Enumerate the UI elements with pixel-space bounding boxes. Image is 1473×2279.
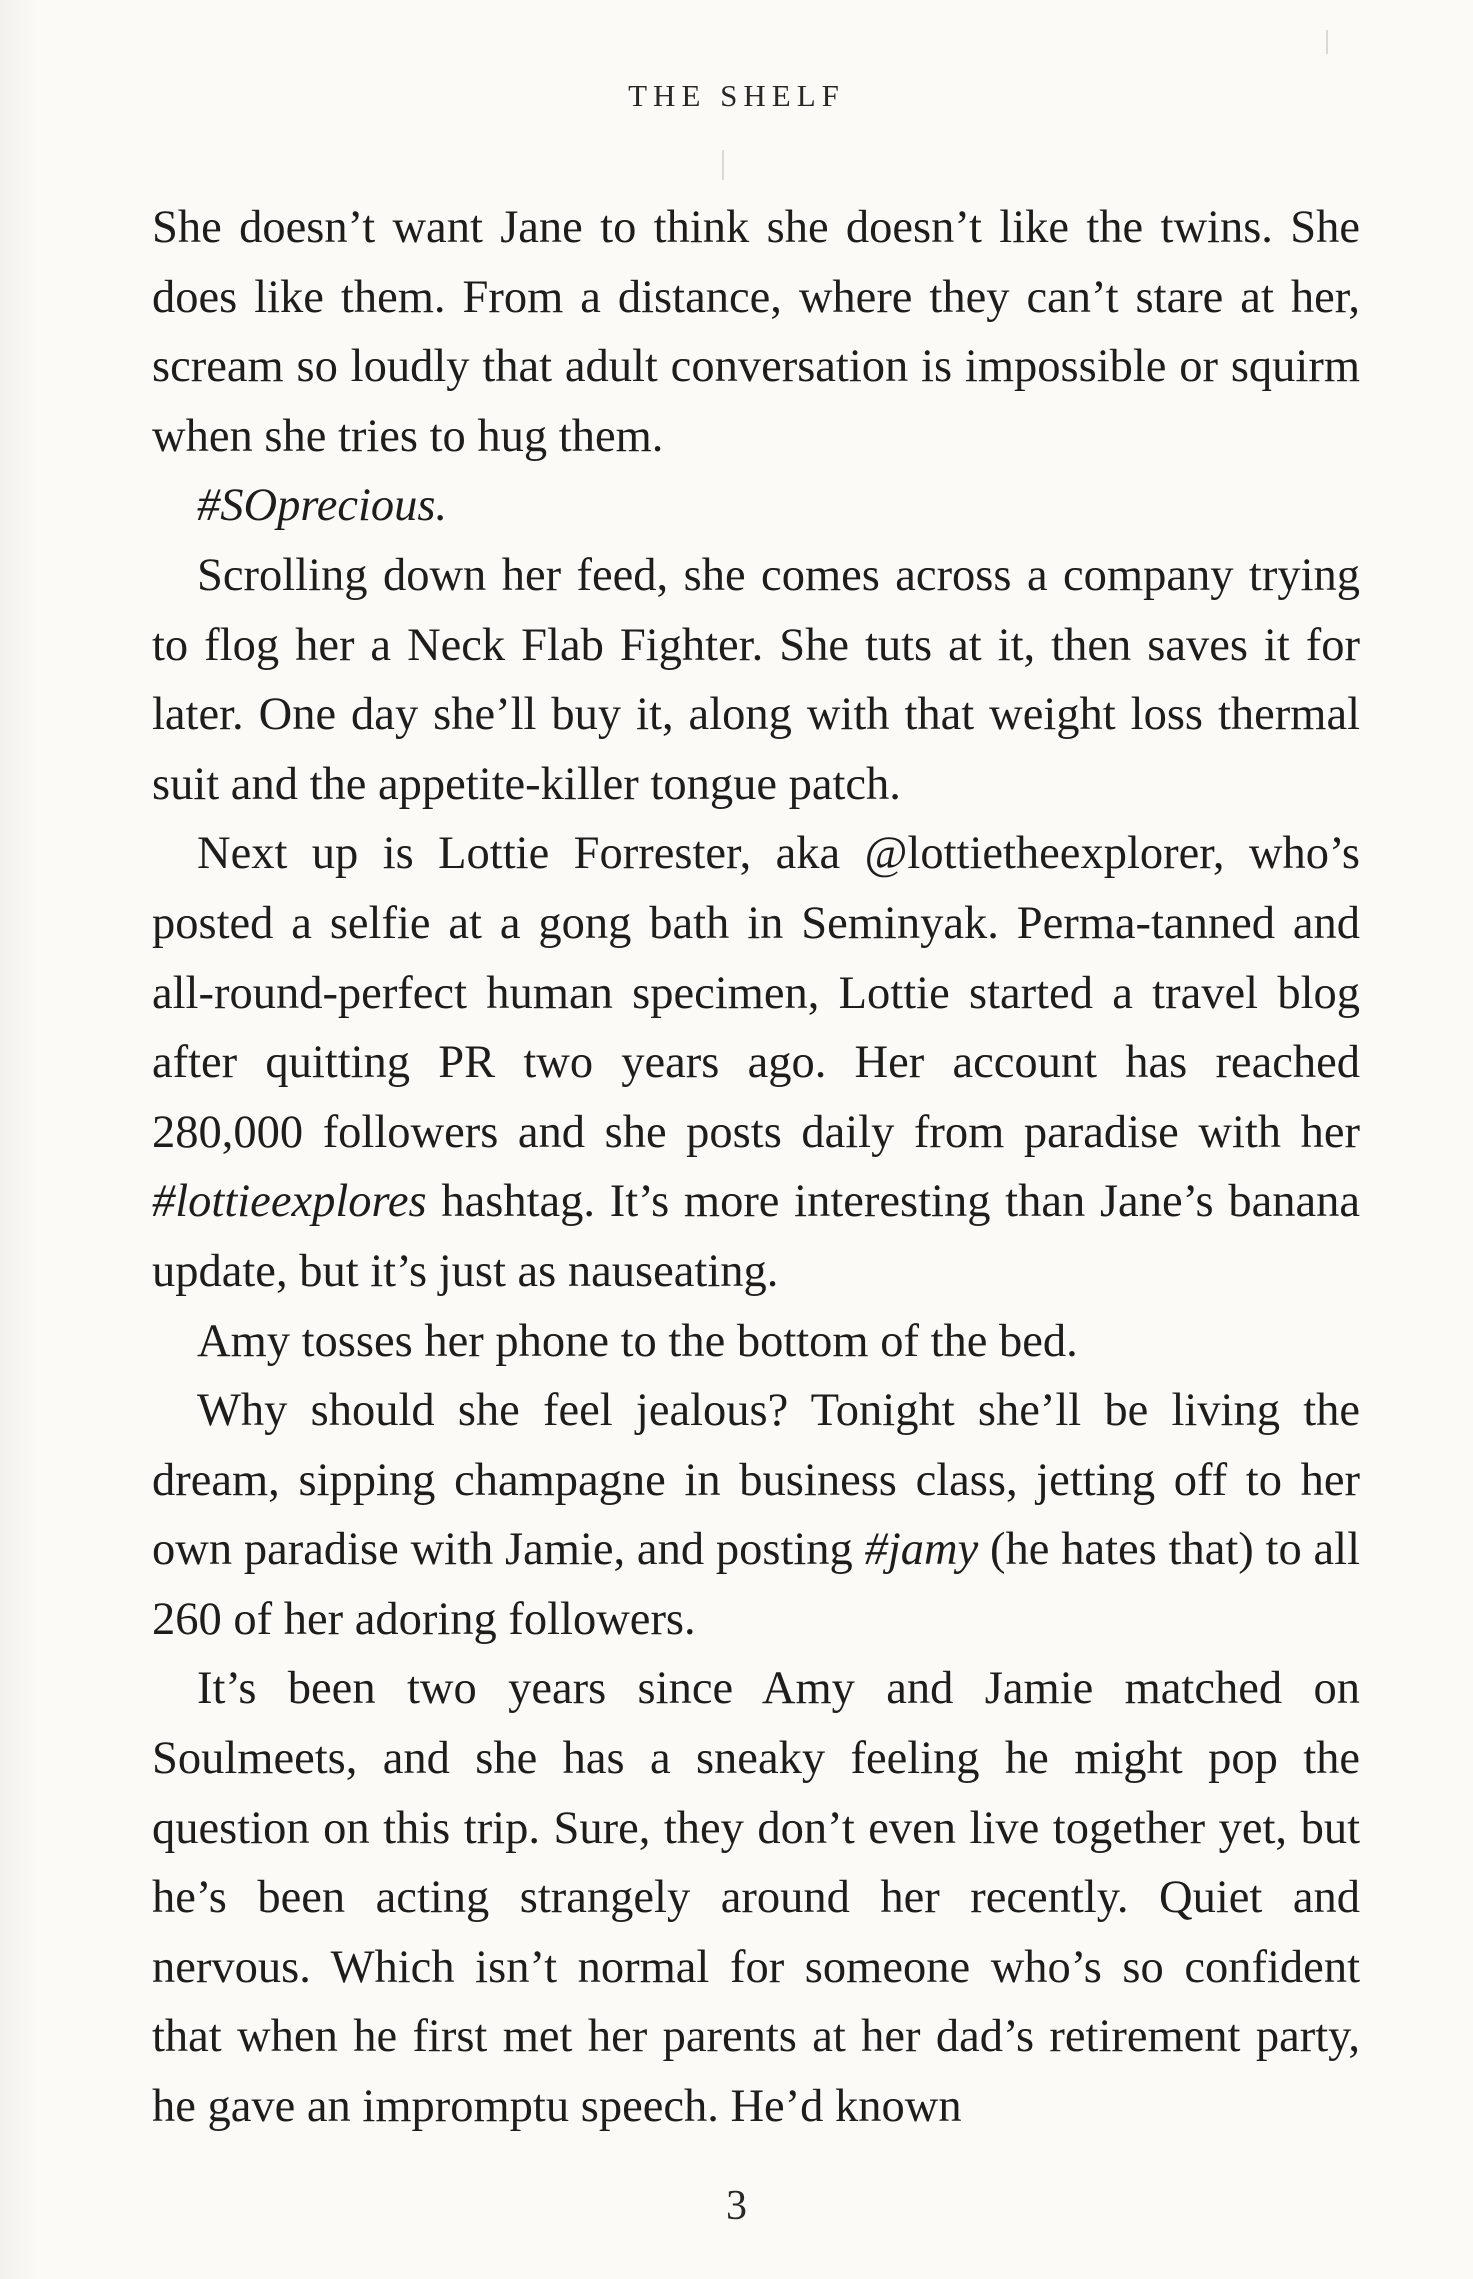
page-number: 3 bbox=[726, 2183, 747, 2229]
paragraph-text: (he hates that) to all 260 of her adoring followers. bbox=[152, 1524, 1361, 1645]
running-head: THE SHELF bbox=[628, 78, 845, 113]
paragraph bbox=[152, 193, 1360, 471]
paragraph bbox=[152, 1376, 1360, 1654]
paragraph bbox=[152, 819, 1360, 1306]
hashtag-text: #SOprecious. bbox=[197, 480, 448, 532]
paragraph-text: Scrolling down her feed, she comes across a company trying to flog her a Neck Flab Fighter. She tuts at it, then saves it for later. One day she’ll buy it, along with that weight loss thermal suit and the appetite-killer tongue patch. bbox=[152, 549, 1360, 810]
paragraph-text: Why should she feel jealous? Tonight she’ll be living the dream, sipping champagne in business class, jetting off to her own paradise with Jamie, and posting bbox=[152, 1385, 1360, 1576]
paper-fleck bbox=[1326, 30, 1328, 54]
paragraph-text: It’s been two years since Amy and Jamie matched on Soulmeets, and she has a sneaky feeling he might pop the question on this trip. Sure, they don’t even live together yet, but he’s been acting strangely around her recently. Quiet and nervous. Which isn’t normal for someone who’s so confident that when he first met her parents at her dad’s retirement party, he gave an impromptu speech. He’d known bbox=[152, 1663, 1360, 2133]
paragraph bbox=[152, 1307, 1360, 1377]
body-text bbox=[152, 193, 1360, 2142]
paragraph-text: Amy tosses her phone to the bottom of the bed. bbox=[197, 1315, 1078, 1367]
paragraph-text: Next up is Lottie Forrester, aka @lottietheexplorer, who’s posted a selfie at a gong bath in Seminyak. Perma-tanned and all-round-perfect human specimen, Lottie started a travel blog after quitting PR two years ago. Her account has reached 280,000 followers and she posts daily from paradise with her bbox=[152, 828, 1360, 1158]
paragraph-text: hashtag. It’s more interesting than Jane’s banana update, but it’s just as nauseating. bbox=[152, 1176, 1360, 1297]
paragraph-text: She doesn’t want Jane to think she doesn’t like the twins. She does like them. From a distance, where they can’t stare at her, scream so loudly that adult conversation is impossible or squirm when she tries to hug them. bbox=[152, 202, 1360, 462]
paragraph bbox=[152, 541, 1360, 819]
hashtag-text: #jamy bbox=[864, 1524, 979, 1576]
paragraph bbox=[152, 1654, 1360, 2141]
paragraph bbox=[152, 471, 1360, 541]
paper-fleck bbox=[722, 150, 724, 180]
hashtag-text: #lottieexplores bbox=[152, 1176, 427, 1228]
